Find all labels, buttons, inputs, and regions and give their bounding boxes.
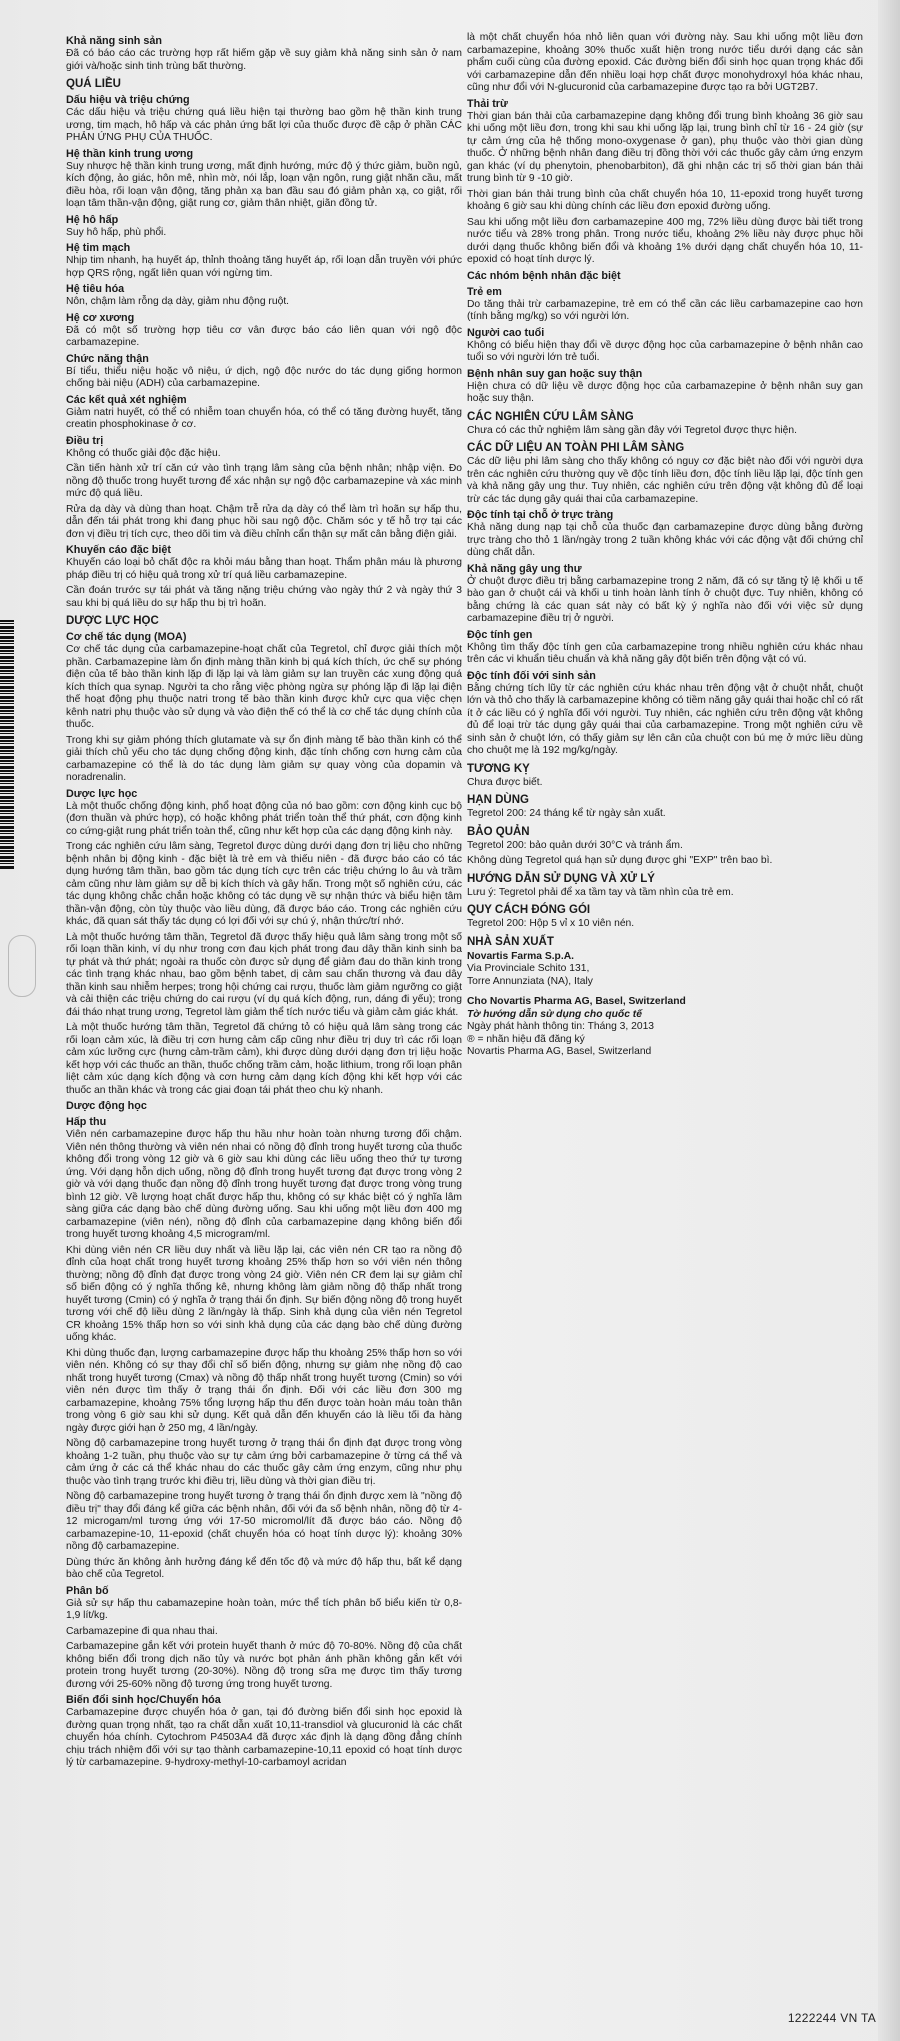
paragraph: Chưa được biết.: [467, 776, 543, 788]
section-heading: HƯỚNG DẪN SỬ DỤNG VÀ XỬ LÝ: [467, 872, 655, 885]
subsection-heading: Phân bố: [66, 1584, 109, 1597]
manufacturer-address-1: Via Provinciale Schito 131,: [467, 963, 590, 974]
paragraph: Là một thuốc hướng tâm thần, Tegretol đã chứng tỏ có hiệu quả lâm sàng trong các rối loạn cảm xúc, là điều trị cơn hưng cảm cấp cũng như điều trị duy trì các rối loạn cảm xúc lưỡng cực (hưng cảm-trầm cảm), khi được dùng dưới dạng đơn trị liệu hoặc kết hợp với các thuốc an thần, thuốc chống trầm cảm, hoặc lithium, trong rối loạn phân liệt cảm xúc dạng kích động và cơn hưng cảm dạng kích động khi kết hợp với các thuốc an thần khác và trong các giai đoạn tái phát theo chu kỳ nhanh.: [66, 1022, 462, 1096]
left-column: [66, 32, 462, 1773]
paragraph: Giảm natri huyết, có thể có nhiễm toan chuyển hóa, có thể có tăng đường huyết, tăng creatin phosphokinase ở cơ.: [66, 406, 462, 430]
subsection-heading: Thải trừ: [467, 97, 508, 110]
paragraph: Ở chuột được điều trị bằng carbamazepine trong 2 năm, đã có sự tăng tỷ lệ khối u tế bào gan ở chuột cái và khối u tinh hoàn lành tính ở chuột đực. Tuy nhiên, không có bằng chứng là các quan sát này có bất kỳ ý nghĩa nào đối với việc sử dụng carbamazepine điều trị ở người.: [467, 575, 863, 624]
subsection-heading: Bệnh nhân suy gan hoặc suy thận: [467, 367, 643, 380]
subsection-heading: Hệ tiêu hóa: [66, 283, 125, 295]
paragraph: Cần tiến hành xử trí căn cứ vào tình trạng lâm sàng của bệnh nhân; nhập viện. Đo nồng độ thuốc trong huyết tương để xác nhận sự ngộ độc carbamazepine và xác minh mức độ quá liều.: [66, 463, 462, 499]
paragraph: Bằng chứng tích lũy từ các nghiên cứu khác nhau trên động vật ở chuột nhắt, chuột lớn và thỏ cho thấy là carbamazepine không có tiềm năng gây quái thai hoặc chỉ có rất ít ở các liều có ý nghĩa đối với người. Tuy nhiên, các nghiên cứu trên động vật không đủ để loại trừ tác dụng gây quái thai của carbamazepine. Trong một nghiên cứu về sinh sản ở chuột lớn, có thấy giảm sự lên cân của chuột con bú mẹ ở mức liều dùng cho chuột mẹ là 192 mg/kg/ngày.: [467, 682, 863, 756]
subsection-heading: Dấu hiệu và triệu chứng: [66, 94, 190, 106]
paragraph: Là một thuốc hướng tâm thần, Tegretol đã được thấy hiệu quả lâm sàng trong một số rối loạn thần kinh, ví dụ như trong cơn đau kịch phát trong đau dây thần kinh sinh ba tự phát và thứ phát; ngoài ra thuốc còn được sử dụng để giảm đau do thần kinh trong các tình trạng khác nhau, bao gồm bệnh tabet, dị cảm sau chấn thương và đau dây thần kinh sau nhiễm herpes; trong hội chứng cai rượu, thuốc làm giảm ngưỡng co giật và cải thiện các triệu chứng do cai rượu (ví dụ quá kích động, run, dáng đi yếu); trong đái tháo nhạt trung ương, Tegretol làm giảm thể tích nước tiểu và giảm cảm giác khát.: [66, 931, 462, 1018]
paragraph: Suy hô hấp, phù phổi.: [66, 226, 167, 238]
subsection-heading: Khả năng gây ung thư: [467, 562, 582, 575]
company-name: Novartis Pharma AG, Basel, Switzerland: [467, 1046, 652, 1057]
subsection-heading: Các kết quả xét nghiệm: [66, 393, 187, 406]
barcode: [0, 620, 14, 870]
paragraph: Do tăng thải trừ carbamazepine, trẻ em có thể cần các liều carbamazepine cao hơn (tính bằng mg/kg) so với người lớn.: [467, 298, 863, 322]
subsection-heading: Trẻ em: [467, 285, 502, 298]
paragraph: Carbamazepine đi qua nhau thai.: [66, 1625, 218, 1637]
subsection-heading: Các nhóm bệnh nhân đặc biệt: [467, 269, 621, 282]
leaflet-type: Tờ hướng dẫn sử dụng cho quốc tế: [467, 1008, 642, 1020]
right-flow: [467, 32, 863, 949]
subsection-heading: Khả năng sinh sản: [66, 35, 162, 47]
document-code: 1222244 VN TA: [787, 2011, 876, 2025]
paragraph: Tegretol 200: Hộp 5 vỉ x 10 viên nén.: [467, 918, 635, 929]
paragraph: Carbamazepine gắn kết với protein huyết thanh ở mức độ 70-80%. Nồng độ của chất không biến đổi trong dịch não tủy và nước bọt phản ánh phần không gắn kết với protein trong huyết tương (20-30%). Nồng độ trong sữa mẹ được tìm thấy tương đương với 25-60% nồng độ tương ứng trong huyết tương.: [66, 1641, 462, 1690]
subsection-heading: Người cao tuổi: [467, 326, 545, 339]
paragraph: Suy nhược hệ thần kinh trung ương, mất định hướng, mức độ ý thức giảm, buồn ngủ, kích động, ảo giác, hôn mê, nhìn mờ, nói lắp, loạn vận ngôn, rung giật nhãn cầu, mất điều hòa, rối loạn vận động, tăng phản xạ ban đầu sau đó giảm phản xạ, co giật, rối loạn tâm thần-vận động, giật rung cơ, giảm thân nhiệt, giãn đồng tử.: [66, 160, 462, 209]
paragraph: Carbamazepine được chuyển hóa ở gan, tại đó đường biến đổi sinh học epoxid là đường quan trọng nhất, tạo ra chất dẫn xuất 10,11-transdiol và glucuronid là các chất chuyển hóa chính. Cytochrom P4503A4 đã được xác định là dạng đồng đẳng chính chịu trách nhiệm đối với sự tạo thành carbamazepine-10,11 epoxid có hoạt tính dược lý từ carbamazepine. 9-hydroxy-methyl-10-carbamoyl acridan: [66, 1707, 462, 1768]
paragraph: Dùng thức ăn không ảnh hưởng đáng kể đến tốc độ và mức độ hấp thu, bất kể dạng bào chế của Tegretol.: [66, 1556, 462, 1580]
paragraph: Không có thuốc giải độc đặc hiệu.: [66, 447, 221, 459]
paragraph: Viên nén carbamazepine được hấp thu hầu như hoàn toàn nhưng tương đối chậm. Viên nén thông thường và viên nén nhai có nồng độ đỉnh trong huyết tương của thuốc không đổi trong vòng 12 giờ và 6 giờ sau khi dùng các liều uống theo thứ tự tương ứng. Với dạng hỗn dịch uống, nồng độ đỉnh trong huyết tương đạt được trong vòng 2 giờ và với dạng thuốc đạn nồng độ đỉnh trong huyết tương đạt được trong vòng trung bình 12 giờ. Về lượng hoạt chất được hấp thu, không có sự khác biệt có ý nghĩa lâm sàng giữa các dạng bào chế dùng đường uống. Sau khi uống một liều đơn 400 mg carbamazepine (viên nén), nồng độ đỉnh của carbamazepine dạng không biến đổi trong huyết tương khoảng 4,5 microgram/ml.: [66, 1129, 462, 1240]
section-heading: CÁC DỮ LIỆU AN TOÀN PHI LÂM SÀNG: [467, 442, 685, 454]
section-heading: QUY CÁCH ĐÓNG GÓI: [467, 904, 591, 916]
paragraph: Trong khi sự giảm phóng thích glutamate và sự ổn định màng tế bào thần kinh có thể giải thích chủ yếu cho tác dụng chống động kinh, đặc tính chống cơn hưng cảm của carbamazepine có thể là do tác dụng làm giảm sự quay vòng của dopamin và noradrenalin.: [66, 734, 462, 783]
subsection-heading: Hấp thu: [66, 1116, 107, 1128]
paragraph: Nhịp tim nhanh, hạ huyết áp, thỉnh thoảng tăng huyết áp, rối loạn dẫn truyền với phức hợp QRS rộng, ngất liên quan với ngừng tim.: [66, 255, 462, 279]
paragraph: Các dữ liệu phi lâm sàng cho thấy không có nguy cơ đặc biệt nào đối với người dựa trên các nghiên cứu thường quy về độc tính liều đơn, độc tính liều lặp lại, độc tính gen và khả năng gây ung thư. Tuy nhiên, các nghiên cứu trên động vật không đủ để loại trừ các tác dụng gây quái thai của carbamazepine.: [467, 456, 863, 505]
subsection-heading: Độc tính đối với sinh sản: [467, 669, 596, 682]
paragraph: Khi dùng thuốc đạn, lượng carbamazepine được hấp thu khoảng 25% thấp hơn so với viên nén. Không có sự thay đổi chỉ số biến động, nhưng sự giảm nhẹ nồng độ cao nhất trong huyết tương (Cmax) và nồng độ thấp nhất trong huyết tương (Cmin) so với viên nén được tìm thấy ở trạng thái ổn định. Đối với các liều đơn 300 mg carbamazepine, khoảng 75% tổng lượng hấp thu đến được toàn hoàn máu toàn thân trong vòng 6 giờ sau khi sử dụng. Kết quả dẫn đến khuyến cáo là liều tối đa hàng ngày được giới hạn ở 250 mg, 4 lần/ngày.: [66, 1347, 462, 1434]
paragraph: Chưa có các thử nghiệm lâm sàng gần đây với Tegretol được thực hiện.: [467, 424, 797, 436]
manufacturer-for: Cho Novartis Pharma AG, Basel, Switzerland: [467, 996, 686, 1007]
subsection-heading: Điều trị: [66, 434, 104, 447]
paragraph: Khi dùng viên nén CR liều duy nhất và liều lặp lại, các viên nén CR tạo ra nồng độ đỉnh của hoạt chất trong huyết tương khoảng 25% thấp hơn so với viên nén thông thường; nồng độ đỉnh đạt được trong vòng 24 giờ. Viên nén CR đem lại sự giảm chỉ số biến động có ý nghĩa thống kê, nhưng không làm giảm nồng độ thấp nhất trong huyết tương (Cmin) có ý nghĩa ở trạng thái ổn định. Sự biến động nồng độ trong huyết tương với chế độ liều dùng 2 lần/ngày là thấp. Sinh khả dụng của viên nén Tegretol CR khoảng 15% thấp hơn so với sinh khả dụng của các dạng bào chế dùng đường uống khác.: [66, 1244, 462, 1343]
paragraph: Khả năng dung nạp tại chỗ của thuốc đạn carbamazepine được dùng bằng đường trực tràng cho thỏ 1 lần/ngày trong 2 tuần không khác với các động vật đối chứng chỉ dùng chất dẫn.: [467, 522, 863, 558]
paragraph: Thời gian bán thải trung bình của chất chuyển hóa 10, 11-epoxid trong huyết tương khoảng 6 giờ sau khi dùng chính các liều đơn epoxid đường uống.: [467, 188, 863, 212]
subsection-heading: Hệ tim mạch: [66, 242, 131, 254]
subsection-heading: Độc tính tại chỗ ở trực tràng: [467, 509, 614, 521]
section-heading: CÁC NGHIÊN CỨU LÂM SÀNG: [467, 410, 634, 423]
paragraph: Đã có báo cáo các trường hợp rất hiếm gặp về suy giảm khả năng sinh sản ở nam giới và/hoặc sinh tinh trùng bất thường.: [66, 48, 462, 72]
subsection-heading: Độc tính gen: [467, 628, 533, 641]
paragraph: Thời gian bán thải của carbamazepine dạng không đổi trung bình khoảng 36 giờ sau khi uống một liều đơn, trong khi sau khi uống lặp lại, trung bình chỉ từ 16 - 24 giờ (sự tự cảm ứng của hệ thống mono-oxygenase ở gan), phụ thuộc vào thời gian dùng thuốc. Ở những bệnh nhân đang điều trị đồng thời với các thuốc gây cảm ứng enzym gan khác (ví dụ phenytoin, phenobarbiton), đã ghi nhận các trị số thời gian bán thải trung bình từ 9 -10 giờ.: [467, 110, 863, 184]
paragraph: Nồng độ carbamazepine trong huyết tương ở trạng thái ổn định đạt được trong vòng khoảng 1-2 tuần, phụ thuộc vào sự tự cảm ứng bởi carbamazepine ở từng cá thể và cảm ứng ở các cá thể khác nhau do các thuốc gây cảm ứng enzym, cũng như phụ thuộc vào tình trạng trước khi điều trị, liều dùng và thời gian điều trị.: [66, 1438, 462, 1487]
section-heading: TƯƠNG KỴ: [467, 762, 530, 775]
paragraph: Các dấu hiệu và triệu chứng quá liều hiện tại thường bao gồm hệ thần kinh trung ương, tim mạch, hô hấp và các phản ứng bất lợi của thuốc được đề cập ở phần CÁC PHẢN ỨNG PHỤ CỦA THUỐC.: [66, 107, 462, 143]
issue-date: Ngày phát hành thông tin: Tháng 3, 2013: [467, 1021, 655, 1032]
paragraph: Cần đoán trước sự tái phát và tăng nặng triệu chứng vào ngày thứ 2 và ngày thứ 3 sau khi bị quá liều do sự hấp thu bị trì hoãn.: [66, 585, 462, 609]
paragraph: Giả sử sự hấp thu cabamazepine hoàn toàn, mức thể tích phân bố biểu kiến từ 0,8-1,9 lít/kg.: [66, 1597, 462, 1621]
section-heading: QUÁ LIỀU: [66, 78, 121, 90]
paragraph: Cơ chế tác dụng của carbamazepine-hoạt chất của Tegretol, chỉ được giải thích một phần. Carbamazepine làm ổn định màng thần kinh bị quá kích thích, ức chế sự phóng điện của tế bào thần kinh lặp đi lặp lại và làm giảm sự lan truyền các xung động quá kích thích qua synap. Người ta cho rằng việc phòng ngừa sự phóng lặp đi lặp lại điện thế hoạt động phụ thuộc natri trong tế bào thần kinh được khử cực qua việc chẹn kênh natri phụ thuộc vào sử dụng và vào điện thế có thể là cơ chế tác dụng chính của thuốc.: [66, 644, 462, 730]
trademark-note: ® = nhãn hiệu đã đăng ký: [467, 1033, 585, 1045]
manufacturer-address-2: Torre Annunziata (NA), Italy: [467, 975, 593, 987]
section-heading: HẠN DÙNG: [467, 794, 529, 806]
subsection-heading: Cơ chế tác dụng (MOA): [66, 631, 187, 643]
subsection-heading: Dược động học: [66, 1100, 147, 1112]
manufacturer-block: [467, 951, 863, 1059]
paragraph: Nồng độ carbamazepine trong huyết tương ở trạng thái ổn định được xem là "nồng độ điều trị" thay đổi đáng kể giữa các bệnh nhân, đối với đa số bệnh nhân, nồng độ từ 4-12 microgam/ml tương ứng với 17-50 micromol/lít đã được báo cáo. Nồng độ carbamazepine-10, 11-epoxid (chất chuyển hóa có hoạt tính dược lý): khoảng 30% nồng độ carbamazepine.: [66, 1491, 462, 1552]
paragraph: Tegretol 200: bảo quản dưới 30°C và tránh ẩm.: [467, 839, 683, 851]
right-column: [467, 32, 863, 1059]
page-edge: [878, 0, 900, 2041]
paragraph: Lưu ý: Tegretol phải để xa tầm tay và tầm nhìn của trẻ em.: [467, 886, 734, 898]
paragraph: Sau khi uống một liều đơn carbamazepine 400 mg, 72% liều dùng được bài tiết trong nước tiểu và 28% trong phân. Trong nước tiểu, khoảng 2% liều này được phục hồi dưới dạng thuốc không biến đổi và khoảng 1% dưới dạng chất chuyển hóa 10, 11-epoxid có hoạt tính dược lý.: [467, 216, 863, 265]
subsection-heading: Dược lực học: [66, 787, 138, 800]
paragraph: Khuyến cáo loại bỏ chất độc ra khỏi máu bằng than hoạt. Thẩm phân máu là phương pháp điều trị có hiệu quả trong xử trí quá liều carbamazepine.: [66, 557, 462, 581]
embossed-seal: [8, 935, 36, 997]
paragraph: Không dùng Tegretol quá hạn sử dụng được ghi "EXP" trên bao bì.: [467, 855, 773, 866]
subsection-heading: Khuyến cáo đặc biệt: [66, 544, 171, 556]
paragraph: là một chất chuyển hóa nhỏ liên quan với đường này. Sau khi uống một liều đơn carbamazepine, khoảng 30% thuốc xuất hiện trong nước tiểu dưới dạng các sản phẩm cuối cùng của đường epoxid. Các đường biến đổi sinh học quan trọng khác đối với carbamazepine dẫn đến nhiều loại hợp chất được monohydroxyl hóa khác nhau, cũng như đổi với N-glucuronid của carbamazepine được tạo ra bởi UGT2B7.: [467, 32, 863, 93]
paragraph: Bí tiểu, thiểu niệu hoặc vô niệu, ứ dịch, ngộ độc nước do tác dụng giống hormon chống bài niệu (ADH) của carbamazepine.: [66, 365, 462, 389]
subsection-heading: Hệ hô hấp: [66, 213, 119, 226]
subsection-heading: Hệ cơ xương: [66, 311, 135, 324]
paragraph: Tegretol 200: 24 tháng kể từ ngày sản xuất.: [467, 808, 666, 819]
subsection-heading: Biến đổi sinh học/Chuyển hóa: [66, 1694, 221, 1706]
paragraph: Nôn, chậm làm rỗng dạ dày, giảm nhu động ruột.: [66, 296, 290, 307]
paragraph: Hiện chưa có dữ liệu về dược động học của carbamazepine ở bệnh nhân suy gan hoặc suy thận.: [467, 380, 863, 404]
paragraph: Là một thuốc chống động kinh, phổ hoạt động của nó bao gồm: cơn động kinh cục bộ (đơn thuần và phức hợp), có hoặc không phát triển toàn thể thứ phát, cơn động kinh co cứng-giật rung phát triển toàn thể, cũng như kết hợp của các dạng động kinh này.: [66, 800, 462, 837]
paragraph: Đã có một số trường hợp tiêu cơ vân được báo cáo liên quan với ngộ độc carbamazepine.: [66, 324, 462, 348]
section-heading: BẢO QUẢN: [467, 825, 530, 838]
paragraph: Rửa dạ dày và dùng than hoạt. Chậm trễ rửa dạ dày có thể làm trì hoãn sự hấp thu, dẫn đến tái phát trong khi đang phục hồi sau ngộ độc. Chăm sóc y tế hỗ trợ tại các đơn vị điều trị tích cực, theo dõi tim và điều chỉnh cẩn thận sự mất cân bằng điện giải.: [66, 503, 462, 540]
section-heading: DƯỢC LỰC HỌC: [66, 615, 159, 627]
section-heading: NHÀ SẢN XUẤT: [467, 935, 554, 948]
paragraph: Trong các nghiên cứu lâm sàng, Tegretol được dùng dưới dạng đơn trị liệu cho những bệnh nhân bị động kinh - đặc biệt là trẻ em và thiếu niên - đã được báo cáo có tác dụng hướng tâm thần, bao gồm tác dụng tích cực trên các triệu chứng lo âu và trầm cảm cũng như làm giảm sự dễ bị kích thích và gây hấn. Trong một số nghiên cứu, các tác dụng không chắc chắn hoặc không có tác dụng về sự nhận thức và biểu hiện tâm thần-vận động, còn tùy thuộc vào liều dùng, đã được báo cáo. Trong các nghiên cứu khác, đã quan sát thấy tác dụng có lợi đối với sự chú ý, nhận thức/trí nhớ.: [66, 841, 462, 927]
subsection-heading: Hệ thần kinh trung ương: [66, 147, 194, 160]
paragraph: Không tìm thấy độc tính gen của carbamazepine trong nhiều nghiên cứu khác nhau trên các vi khuẩn tiêu chuẩn và khả năng gây đột biến trên động vật có vú.: [467, 641, 863, 665]
manufacturer-name: Novartis Farma S.p.A.: [467, 950, 575, 962]
subsection-heading: Chức năng thận: [66, 352, 149, 365]
paragraph: Không có biểu hiện thay đổi về dược động học của carbamazepine ở bệnh nhân cao tuổi so với người lớn trẻ tuổi.: [467, 339, 863, 363]
